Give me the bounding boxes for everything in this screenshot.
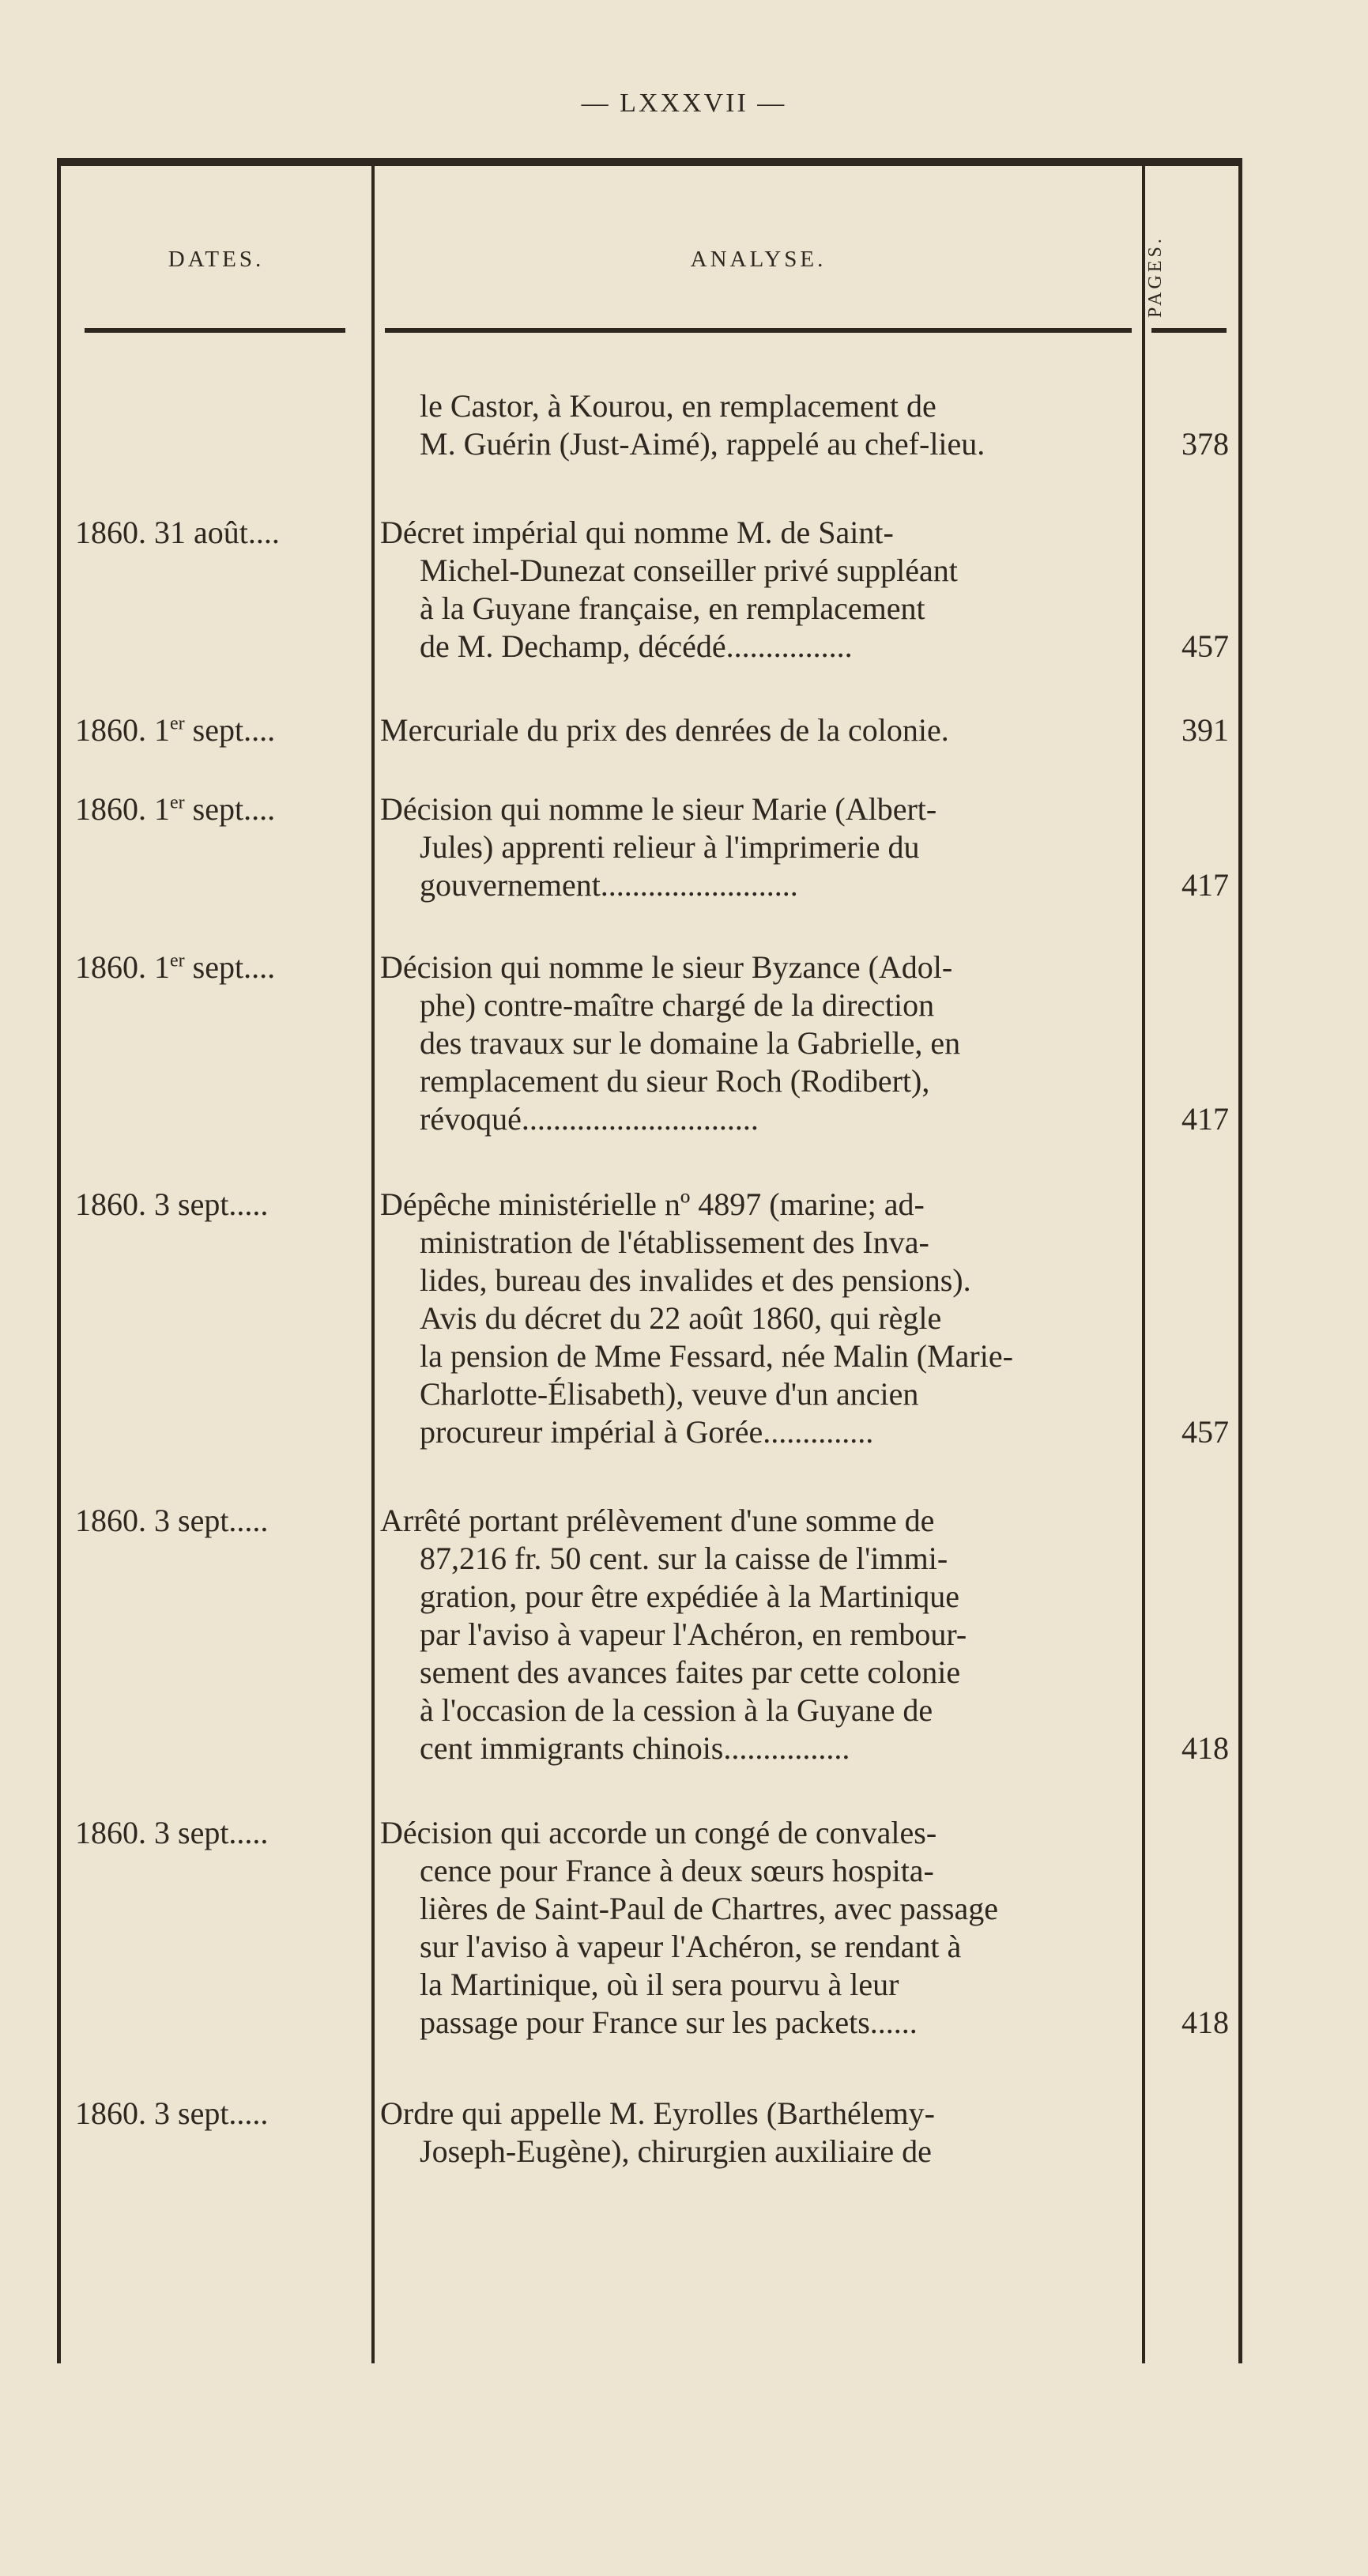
analysis-line: la pension de Mme Fessard, née Malin (Marie- [420, 1338, 1013, 1374]
page-reference: 418 [1181, 1730, 1229, 1766]
analysis-line: lières de Saint-Paul de Chartres, avec passage [420, 1891, 998, 1926]
analysis-line: Décret impérial qui nomme M. de Saint- [380, 515, 894, 550]
header-rule-dates [85, 328, 345, 333]
analysis-line: gouvernement......................... [420, 867, 798, 903]
analysis-line: Michel-Dunezat conseiller privé suppléant [420, 553, 958, 588]
analysis-line: des travaux sur le domaine la Gabrielle, en [420, 1025, 961, 1061]
analysis-line: Arrêté portant prélèvement d'une somme de [380, 1503, 935, 1538]
analysis-line: Décision qui accorde un congé de convales- [380, 1815, 937, 1850]
page-reference: 457 [1181, 1414, 1229, 1450]
page-reference: 391 [1181, 712, 1229, 748]
entry-analysis [380, 1814, 1132, 2042]
entry-analysis [380, 2095, 1132, 2171]
entry-date: 1860. 1er sept.... [75, 791, 276, 827]
analysis-line: à l'occasion de la cession à la Guyane de [420, 1692, 933, 1728]
analysis-line: 87,216 fr. 50 cent. sur la caisse de l'immi- [420, 1541, 948, 1576]
analysis-line: à la Guyane française, en remplacement [420, 590, 925, 626]
register-table [57, 158, 1242, 2363]
analysis-line: sur l'aviso à vapeur l'Achéron, se rendant à [420, 1929, 962, 1964]
analysis-line: Ordre qui appelle M. Eyrolles (Barthélemy- [380, 2095, 935, 2131]
analysis-line: remplacement du sieur Roch (Rodibert), [420, 1063, 930, 1099]
entry-date: 1860. 31 août.... [75, 515, 280, 550]
column-header-analyse: ANALYSE. [690, 247, 827, 272]
analysis-line: procureur impérial à Gorée.............. [420, 1414, 874, 1450]
analysis-line: gration, pour être expédiée à la Martinique [420, 1578, 960, 1614]
page-reference: 417 [1181, 1101, 1229, 1137]
entry-date: 1860. 3 sept..... [75, 1815, 269, 1850]
header-rule-pages [1151, 328, 1227, 333]
ordinal-suffix: er [170, 950, 185, 971]
analysis-line: cent immigrants chinois................ [420, 1730, 850, 1766]
header-rule-analyse [385, 328, 1132, 333]
page-reference: 457 [1181, 628, 1229, 664]
page-reference: 378 [1181, 426, 1229, 462]
entry-analysis [380, 1186, 1132, 1451]
entry-date: 1860. 3 sept..... [75, 2095, 269, 2131]
analysis-line: Jules) apprenti relieur à l'imprimerie du [420, 829, 920, 865]
analysis-line: Mercuriale du prix des denrées de la colonie. [380, 712, 949, 748]
ordinal-suffix: er [170, 792, 185, 813]
entry-analysis [380, 711, 1132, 749]
analysis-line: révoqué.............................. [420, 1101, 759, 1137]
column-header-dates: DATES. [168, 247, 265, 272]
page-reference: 417 [1181, 867, 1229, 903]
analysis-line: sement des avances faites par cette colonie [420, 1654, 961, 1690]
entry-analysis [380, 949, 1132, 1138]
page-number-header: — LXXXVII — [581, 89, 787, 118]
analysis-line: phe) contre-maître chargé de la direction [420, 987, 935, 1023]
analysis-line: Dépêche ministérielle nº 4897 (marine; ad- [380, 1186, 925, 1222]
analysis-line: de M. Dechamp, décédé................ [420, 628, 853, 664]
entry-date: 1860. 3 sept..... [75, 1503, 269, 1538]
column-divider-dates [371, 166, 375, 2363]
entry-analysis [380, 790, 1132, 904]
entry-date: 1860. 1er sept.... [75, 949, 276, 985]
column-header-pages: PAGES. [1145, 236, 1166, 318]
analysis-line: Décision qui nomme le sieur Marie (Albert- [380, 791, 937, 827]
analysis-line: par l'aviso à vapeur l'Achéron, en rembour- [420, 1616, 967, 1652]
analysis-line: Avis du décret du 22 août 1860, qui règle [420, 1300, 942, 1336]
column-divider-pages [1142, 166, 1145, 2363]
analysis-line: Décision qui nomme le sieur Byzance (Adol- [380, 949, 953, 985]
ordinal-suffix: er [170, 713, 185, 734]
analysis-line: cence pour France à deux sœurs hospita- [420, 1853, 934, 1888]
entry-date: 1860. 3 sept..... [75, 1186, 269, 1222]
page-reference: 418 [1181, 2005, 1229, 2040]
analysis-line: lides, bureau des invalides et des pensions). [420, 1262, 971, 1298]
analysis-line: Joseph-Eugène), chirurgien auxiliaire de [420, 2133, 932, 2169]
entry-date: 1860. 1er sept.... [75, 712, 276, 748]
analysis-line: le Castor, à Kourou, en remplacement de [420, 388, 936, 424]
analysis-line: la Martinique, où il sera pourvu à leur [420, 1967, 899, 2002]
analysis-line: M. Guérin (Just-Aimé), rappelé au chef-lieu. [420, 426, 985, 462]
entry-analysis [380, 387, 1132, 463]
entry-analysis [380, 1502, 1132, 1767]
entry-analysis [380, 514, 1132, 666]
analysis-line: passage pour France sur les packets...... [420, 2005, 918, 2040]
analysis-line: ministration de l'établissement des Inva- [420, 1224, 929, 1260]
analysis-line: Charlotte-Élisabeth), veuve d'un ancien [420, 1376, 919, 1412]
